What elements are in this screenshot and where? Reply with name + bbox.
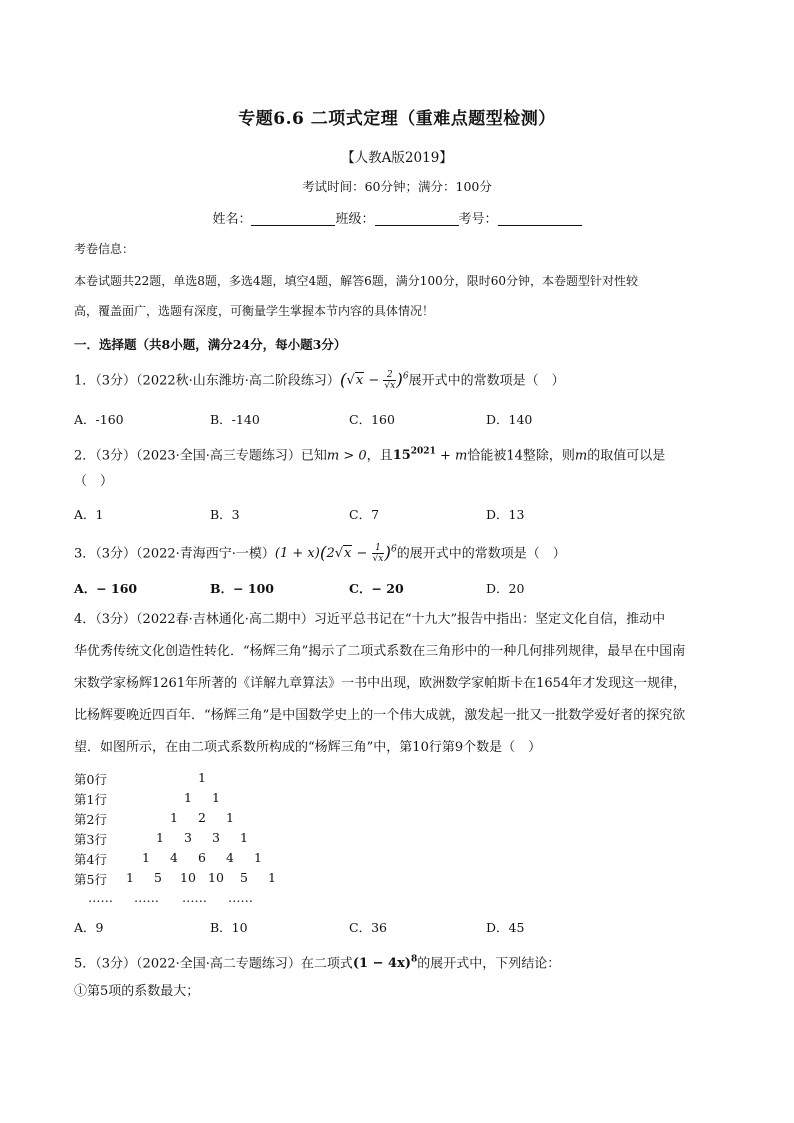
q1-option-a[interactable]: A．-160 bbox=[74, 412, 124, 427]
q1-option-b[interactable]: B．-140 bbox=[210, 412, 260, 427]
q2-tail: 恰能被14整除，则 bbox=[467, 448, 575, 464]
exam-info-line1: 本卷试题共22题，单选8题，多选4题，填空4题，解答6题，满分100分，限时60分钟，本卷题型针对性较 bbox=[74, 274, 638, 288]
q4-option-c[interactable]: C．36 bbox=[349, 920, 387, 935]
triangle-number: 1 bbox=[254, 850, 262, 865]
exam-time: 考试时间：60分钟；满分：100分 bbox=[302, 179, 492, 194]
q2-power: $15^{2021}$ bbox=[392, 447, 436, 464]
name-label: 姓名： bbox=[212, 212, 252, 227]
q3-expression: (1 + x)(2√x − $\frac{1}{√x}$ )$^6$ bbox=[274, 543, 397, 565]
q3-option-c[interactable]: C．− 20 bbox=[349, 581, 404, 596]
number-blank[interactable] bbox=[498, 211, 582, 226]
class-label: 班级： bbox=[335, 212, 375, 227]
q3-option-d[interactable]: D．20 bbox=[486, 581, 525, 596]
q2-prefix: 2．（3分）（2023·全国·高三专题练习）已知 bbox=[74, 448, 327, 464]
triangle-number: 5 bbox=[240, 870, 248, 885]
triangle-number: 1 bbox=[156, 830, 164, 845]
triangle-number: 1 bbox=[142, 850, 150, 865]
student-info-line bbox=[0, 208, 794, 227]
q3-option-a[interactable]: A．− 160 bbox=[74, 581, 138, 596]
q2-options bbox=[74, 505, 724, 525]
q2-mid: ，且 bbox=[366, 448, 393, 464]
page-title: 专题6.6 二项式定理（重难点题型检测） bbox=[238, 109, 556, 129]
q3-option-b[interactable]: B．− 100 bbox=[210, 581, 274, 596]
triangle-number: 1 bbox=[198, 770, 206, 785]
q5-expression: $(1 - 4x)^8$ bbox=[352, 955, 418, 972]
q4-line: 望．如图所示，在由二项式系数所构成的“杨辉三角”中，第10行第9个数是（ ） bbox=[74, 740, 542, 755]
q4-option-b[interactable]: B．10 bbox=[210, 920, 248, 935]
triangle-row-label: 第1行 bbox=[74, 792, 107, 807]
class-blank[interactable] bbox=[375, 211, 459, 226]
triangle-row-label: 第0行 bbox=[74, 772, 107, 787]
q2-m: m bbox=[574, 448, 588, 464]
q2-answer-paren: （ ） bbox=[74, 474, 114, 489]
q3-options bbox=[74, 579, 724, 599]
triangle-number: 1 bbox=[240, 830, 248, 845]
triangle-number: 1 bbox=[184, 790, 192, 805]
q4-option-d[interactable]: D．45 bbox=[486, 920, 525, 935]
q2-plus-m: + m bbox=[435, 448, 468, 464]
q1-option-d[interactable]: D．140 bbox=[486, 412, 533, 427]
q1-expression: (√x − $\frac{2}{√x}$ )$^6$ bbox=[339, 370, 409, 392]
q3-prefix: 3．（3分）（2022·青海西宁·一模） bbox=[74, 546, 275, 562]
q4-line: 华优秀传统文化创造性转化．“杨辉三角”揭示了二项式系数在三角形中的一种几何排列规律，最早在中国南 bbox=[74, 644, 686, 659]
section-heading: 一．选择题（共8小题，满分24分，每小题3分） bbox=[74, 337, 347, 352]
q3-suffix: 的展开式中的常数项是（ ） bbox=[396, 546, 566, 562]
triangle-number: 1 bbox=[170, 810, 178, 825]
q4-options bbox=[74, 918, 724, 938]
triangle-ellipsis: …… bbox=[182, 890, 207, 905]
triangle-ellipsis: …… bbox=[228, 890, 253, 905]
exam-info-heading: 考卷信息： bbox=[74, 242, 135, 256]
triangle-ellipsis: …… bbox=[88, 890, 113, 905]
q5-suffix: 的展开式中，下列结论： bbox=[417, 956, 561, 972]
q4-option-a[interactable]: A．9 bbox=[74, 920, 104, 935]
q4-line: 比杨辉要晚近四百年．“杨辉三角”是中国数学史上的一个伟大成就，激发起一批又一批数学爱好者的探究欲 bbox=[74, 708, 686, 723]
triangle-number: 1 bbox=[126, 870, 134, 885]
triangle-row-label: 第5行 bbox=[74, 872, 107, 887]
triangle-row-label: 第3行 bbox=[74, 832, 107, 847]
q1-options bbox=[74, 410, 724, 430]
question-3 bbox=[74, 535, 724, 569]
number-label: 考号： bbox=[458, 212, 498, 227]
triangle-row-label: 第4行 bbox=[74, 852, 107, 867]
triangle-number: 10 bbox=[180, 870, 196, 885]
triangle-number: 1 bbox=[226, 810, 234, 825]
edition-subtitle: 【人教A版2019】 bbox=[341, 150, 453, 166]
triangle-number: 4 bbox=[170, 850, 178, 865]
exam-info-line2: 高，覆盖面广，选题有深度，可衡量学生掌握本节内容的具体情况！ bbox=[74, 304, 435, 318]
q2-option-b[interactable]: B．3 bbox=[210, 507, 240, 522]
triangle-number: 10 bbox=[208, 870, 224, 885]
triangle-number: 5 bbox=[154, 870, 162, 885]
triangle-number: 6 bbox=[198, 850, 206, 865]
triangle-number: 1 bbox=[212, 790, 220, 805]
q4-line: 4．（3分）（2022春·吉林通化·高二期中）习近平总书记在“十九大”报告中指出：坚定文化自信，推动中 bbox=[74, 612, 666, 627]
q2-option-a[interactable]: A．1 bbox=[74, 507, 104, 522]
question-5 bbox=[74, 945, 724, 979]
triangle-row-label: 第2行 bbox=[74, 812, 107, 827]
triangle-number: 1 bbox=[268, 870, 276, 885]
q1-prefix: 1．（3分）（2022秋·山东潍坊·高二阶段练习） bbox=[74, 373, 340, 389]
q2-option-d[interactable]: D．13 bbox=[486, 507, 525, 522]
triangle-number: 4 bbox=[226, 850, 234, 865]
q1-option-c[interactable]: C．160 bbox=[349, 412, 395, 427]
triangle-number: 2 bbox=[198, 810, 206, 825]
q5-prefix: 5．（3分）（2022·全国·高二专题练习）在二项式 bbox=[74, 956, 353, 972]
question-1 bbox=[74, 362, 724, 396]
triangle-number: 3 bbox=[212, 830, 220, 845]
name-blank[interactable] bbox=[251, 211, 335, 226]
q2-tail2: 的取值可以是 bbox=[587, 448, 666, 464]
q5-item-1: ①第5项的系数最大； bbox=[74, 984, 200, 999]
triangle-number: 3 bbox=[184, 830, 192, 845]
q2-condition: m > 0 bbox=[326, 448, 367, 464]
q4-line: 宋数学家杨辉1261年所著的《详解九章算法》一书中出现，欧洲数学家帕斯卡在1654年才发现这一规律， bbox=[74, 676, 687, 691]
q2-option-c[interactable]: C．7 bbox=[349, 507, 380, 522]
triangle-ellipsis: …… bbox=[134, 890, 159, 905]
q1-suffix: 展开式中的常数项是（ ） bbox=[408, 373, 565, 389]
